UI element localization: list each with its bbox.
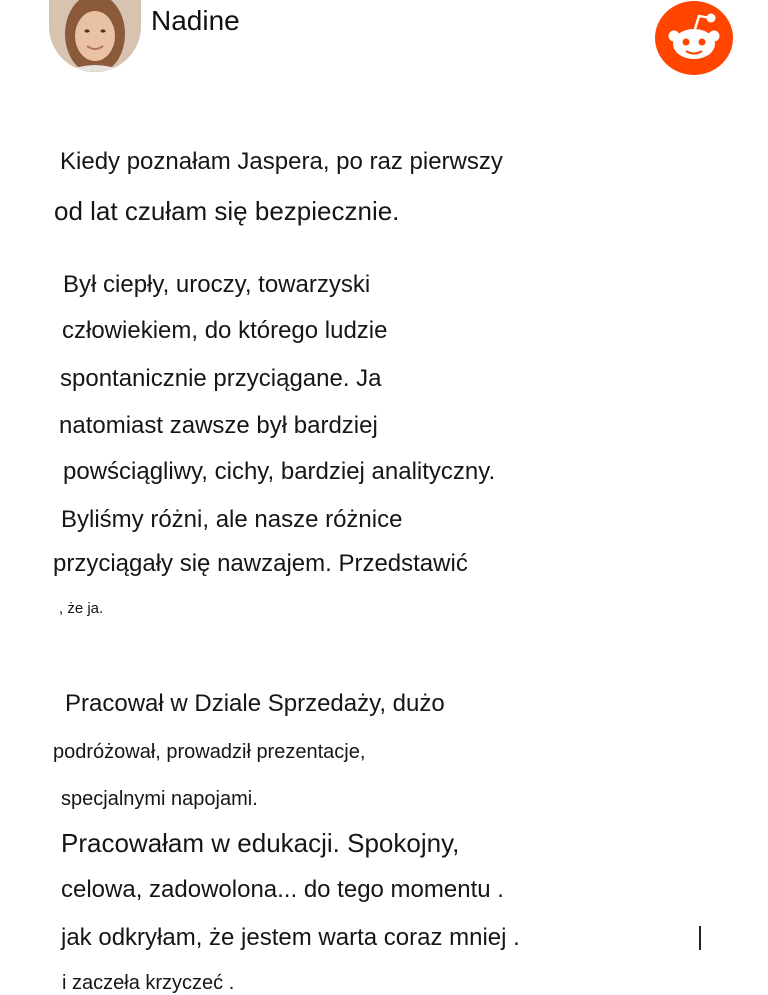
post-text-line: Byliśmy różni, ale nasze różnice [61, 506, 403, 533]
post-text-line: człowiekiem, do którego ludzie [62, 317, 388, 344]
post-header [0, 0, 768, 90]
post-text-line: specjalnymi napojami. [61, 788, 258, 810]
post-text-line: przyciągały się nawzajem. Przedstawić [53, 550, 468, 577]
post-text-line: celowa, zadowolona... do tego momentu . [61, 876, 504, 903]
avatar[interactable] [49, 0, 141, 72]
post-text-line: Kiedy poznałam Jaspera, po raz pierwszy [60, 148, 503, 175]
reddit-logo-icon[interactable] [654, 0, 734, 76]
text-cursor-mark [699, 926, 701, 950]
post-text-line: podróżował, prowadził prezentacje, [53, 741, 366, 763]
username[interactable]: Nadine [151, 5, 240, 36]
post-text-line: i zaczeła krzyczeć . [62, 972, 235, 994]
post-text-line: spontanicznie przyciągane. Ja [60, 365, 382, 392]
post-text-line: od lat czułam się bezpiecznie. [54, 196, 400, 226]
post-text-line: Był ciepły, uroczy, towarzyski [63, 271, 371, 298]
post-text-line: jak odkryłam, że jestem warta coraz mniej . [61, 924, 520, 951]
post-text-line: Pracował w Dziale Sprzedaży, dużo [65, 690, 445, 717]
post-text-line: , że ja. [59, 600, 104, 617]
avatar-photo-icon [49, 0, 141, 72]
post-text-line: powściągliwy, cichy, bardziej analityczny. [63, 458, 496, 485]
post-text-line: Pracowałam w edukacji. Spokojny, [61, 828, 460, 858]
post-text-line: natomiast zawsze był bardziej [59, 412, 378, 439]
